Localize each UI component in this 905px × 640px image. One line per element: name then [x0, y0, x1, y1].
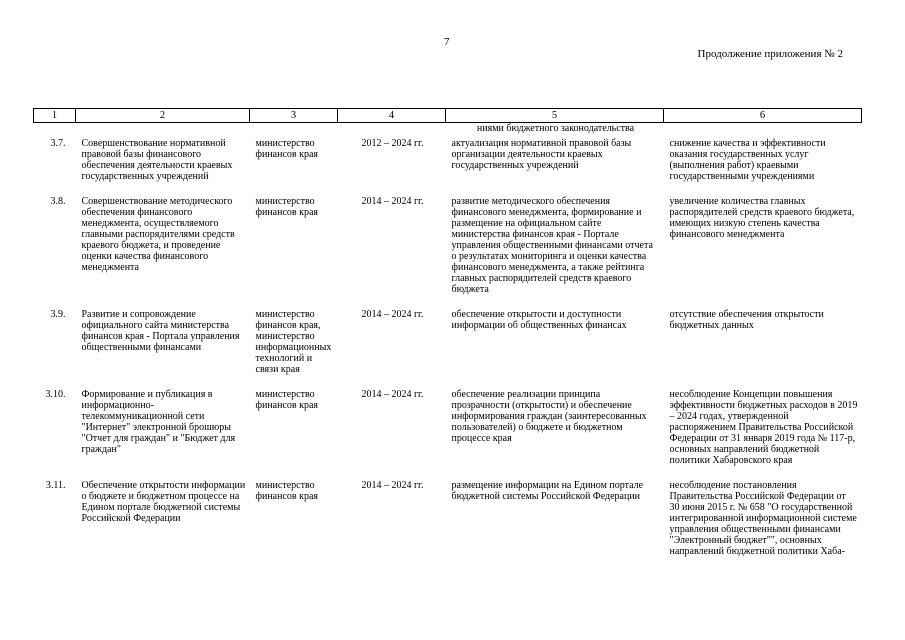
column-header: 6 [664, 109, 862, 123]
row-number: 3.7. [50, 138, 66, 149]
row-number: 3.9. [50, 309, 66, 320]
row-number: 3.11. [45, 480, 66, 491]
row-number: 3.8. [50, 196, 66, 207]
executor-cell: министерство финансов края [255, 196, 319, 218]
page-number: 7 [444, 36, 450, 48]
consequence-cell: увеличение количества главных распорядителей средств краевого бюджета, имеющих низкую степень качества финансового менеджмента [669, 196, 855, 240]
consequence-cell: отсутствие обеспечения открытости бюджетных данных [669, 309, 824, 331]
result-text: актуализация нормативной правовой базы организации деятельности краевых государственных учреждений [451, 138, 632, 171]
executor-cell: министерство финансов края [255, 138, 319, 160]
measure-cell: Развитие и сопровождение официального сайта министерства финансов края - Портала управления общественными финансами [81, 309, 240, 353]
column-header: 5 [446, 109, 664, 123]
term-cell: 2012 – 2024 гг. [361, 138, 424, 149]
table-row [34, 123, 862, 197]
result-cell: обеспечение реализации принципа прозрачности (открытости) и обеспечение информирования граждан (заинтересованных пользователей) о бюджете и бюджетном процессе края [451, 389, 647, 444]
consequence-cell: несоблюдение Концепции повышения эффективности бюджетных расходов в 2019 – 2024 годах, утвержденной распоряжением Правительства Российской Федерации от 31 января 2019 года № 117-р, основных направлений бюджетной политики Хабаровского края [669, 389, 858, 466]
table-row [34, 480, 862, 571]
table-row [34, 389, 862, 480]
column-number-row [34, 109, 862, 123]
result-cell: развитие методического обеспечения финансового менеджмента, формирование и размещение на официальном сайте министерства финансов края - Портале управления общественными финансами отчета о результатах мониторинга и оценки качества финансового менеджмента, а также рейтинга главных распорядителей средств краевого бюджета [451, 196, 653, 295]
term-cell: 2014 – 2024 гг. [361, 480, 424, 491]
continuation-note: Продолжение приложения № 2 [697, 48, 843, 60]
measure-cell: Обеспечение открытости информации о бюджете и бюджетном процессе на Едином портале бюджетной системы Российской Федерации [81, 480, 246, 524]
table-row [34, 309, 862, 389]
column-header: 3 [250, 109, 338, 123]
consequence-cell: снижение качества и эффективности оказания государственных услуг (выполнения работ) краевыми государственными учреждениями [669, 138, 826, 182]
row-number: 3.10. [45, 389, 66, 400]
measure-cell: Формирование и публикация в информационно-телекоммуникационной сети "Интернет" электронной брошюры "Отчет для граждан" и "Бюджет для граждан" [81, 389, 236, 455]
table-row [34, 196, 862, 309]
measure-cell: Совершенствование нормативной правовой базы финансового обеспечения деятельности краевых государственных учреждений [81, 138, 233, 182]
term-cell: 2014 – 2024 гг. [361, 196, 424, 207]
result-cell [446, 123, 664, 197]
result-cell: обеспечение открытости и доступности информации об общественных финансах [451, 309, 627, 331]
executor-cell: министерство финансов края, министерство информационных технологий и связи края [255, 309, 332, 375]
program-table [33, 108, 862, 571]
carryover-text: ниями бюджетного законодательства [476, 123, 635, 134]
column-header: 2 [76, 109, 250, 123]
column-header: 1 [34, 109, 76, 123]
term-cell: 2014 – 2024 гг. [361, 389, 424, 400]
measure-cell: Совершенствование методического обеспечения финансового менеджмента, осуществляемого главными распорядителями средств краевого бюджета, и проведение оценки качества финансового менеджмента [81, 196, 235, 273]
executor-cell: министерство финансов края [255, 389, 319, 411]
consequence-cell: несоблюдение постановления Правительства Российской Федерации от 30 июня 2015 г. № 658 "О государственной интегрированной информационной системе управления общественными финансами "Электронный бюджет"", основных направлений бюджетной политики Хаба- [669, 480, 857, 557]
term-cell: 2014 – 2024 гг. [361, 309, 424, 320]
column-header: 4 [338, 109, 446, 123]
executor-cell: министерство финансов края [255, 480, 319, 502]
result-cell: размещение информации на Едином портале бюджетной системы Российской Федерации [451, 480, 644, 502]
